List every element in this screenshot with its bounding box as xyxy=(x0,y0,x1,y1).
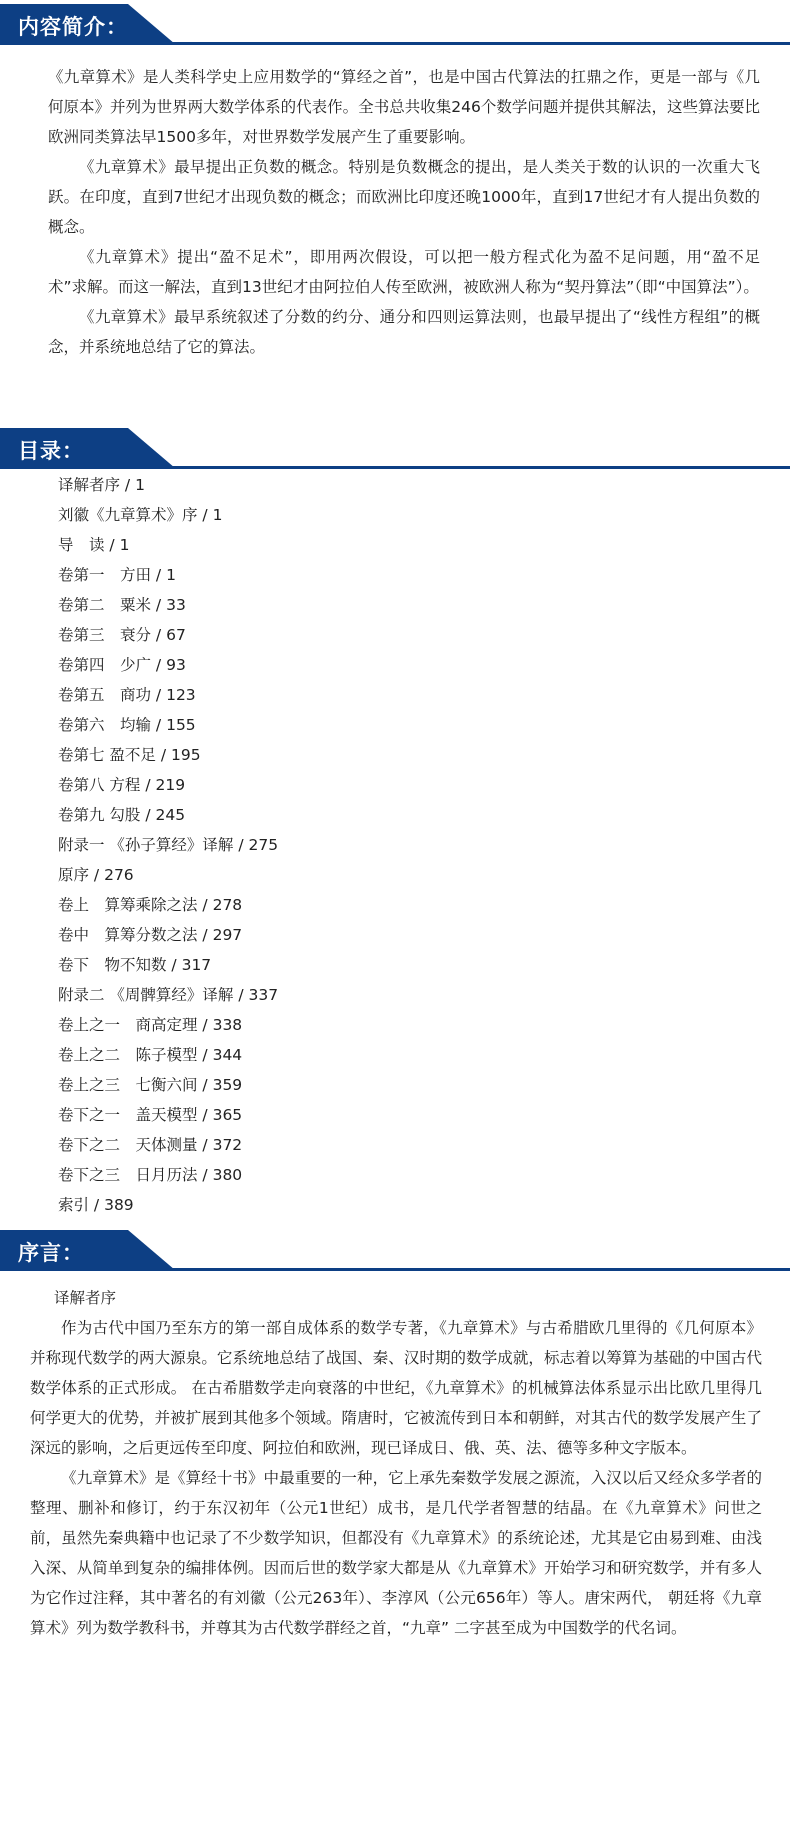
intro-header-rule xyxy=(0,42,790,45)
toc-item: 卷第六 均输 / 155 xyxy=(58,716,196,734)
toc-item: 卷下之一 盖天模型 / 365 xyxy=(58,1106,243,1124)
table-of-contents xyxy=(58,470,278,1220)
toc-item: 卷上 算筹乘除之法 / 278 xyxy=(58,896,243,914)
toc-item: 卷第九 勾股 / 245 xyxy=(58,806,186,824)
preface-heading: 序言： xyxy=(18,1241,84,1265)
toc-item: 卷下之三 日月历法 / 380 xyxy=(58,1166,243,1184)
toc-item: 导 读 / 1 xyxy=(58,536,130,554)
toc-item: 卷上之二 陈子模型 / 344 xyxy=(58,1046,243,1064)
intro-paragraph-4: 《九章算术》最早系统叙述了分数的约分、通分和四则运算法则，也最早提出了“线性方程组”的概念，并系统地总结了它的算法。 xyxy=(48,308,760,356)
toc-item: 卷第三 衰分 / 67 xyxy=(58,626,186,644)
toc-item: 索引 / 389 xyxy=(58,1196,134,1214)
toc-item: 卷下 物不知数 / 317 xyxy=(58,956,212,974)
toc-item: 卷第一 方田 / 1 xyxy=(58,566,176,584)
toc-item: 卷第四 少广 / 93 xyxy=(58,656,186,674)
toc-item: 卷第二 粟米 / 33 xyxy=(58,596,186,614)
toc-item: 卷第五 商功 / 123 xyxy=(58,686,196,704)
preface-section-header xyxy=(0,1230,790,1274)
preface-body xyxy=(30,1313,762,1643)
toc-item: 卷下之二 天体测量 / 372 xyxy=(58,1136,243,1154)
toc-item: 卷中 算筹分数之法 / 297 xyxy=(58,926,243,944)
toc-heading: 目录： xyxy=(18,439,84,463)
intro-body xyxy=(48,62,760,362)
preface-subtitle: 译解者序 xyxy=(54,1289,117,1307)
toc-item: 刘徽《九章算术》序 / 1 xyxy=(58,506,223,524)
intro-section-header xyxy=(0,4,790,48)
intro-paragraph-1: 《九章算术》是人类科学史上应用数学的“算经之首”，也是中国古代算法的扛鼎之作，更是一部与《几何原本》并列为世界两大数学体系的代表作。全书总共收集246个数学问题并提供其解法，这些算法要比欧洲同类算法早1500多年，对世界数学发展产生了重要影响。 xyxy=(48,68,760,146)
toc-item: 原序 / 276 xyxy=(58,866,134,884)
toc-section-header xyxy=(0,428,790,472)
preface-header-rule xyxy=(0,1268,790,1271)
intro-heading: 内容简介： xyxy=(18,15,128,39)
toc-item: 卷上之一 商高定理 / 338 xyxy=(58,1016,243,1034)
preface-paragraph-1: 作为古代中国乃至东方的第一部自成体系的数学专著，《九章算术》与古希腊欧几里得的《几何原本》并称现代数学的两大源泉。它系统地总结了战国、秦、汉时期的数学成就，标志着以筹算为基础的中国古代数学体系的正式形成。 在古希腊数学走向衰落的中世纪，《九章算术》的机械算法体系显示出比欧几里得几何学更大的优势，并被扩展到其他多个领域。隋唐时，它被流传到日本和朝鲜，对其古代的数学发展产生了深远的影响，之后更远传至印度、阿拉伯和欧洲，现已译成日、俄、英、法、德等多种文字版本。 xyxy=(30,1319,762,1457)
toc-item: 附录一 《孙子算经》译解 / 275 xyxy=(58,836,279,854)
toc-header-rule xyxy=(0,466,790,469)
intro-paragraph-2: 《九章算术》最早提出正负数的概念。特别是负数概念的提出，是人类关于数的认识的一次重大飞跃。在印度，直到7世纪才出现负数的概念；而欧洲比印度还晚1000年，直到17世纪才有人提出负数的概念。 xyxy=(48,158,760,236)
toc-item: 卷第八 方程 / 219 xyxy=(58,776,186,794)
toc-item: 附录二 《周髀算经》译解 / 337 xyxy=(58,986,279,1004)
toc-item: 卷上之三 七衡六间 / 359 xyxy=(58,1076,243,1094)
toc-item: 卷第七 盈不足 / 195 xyxy=(58,746,201,764)
intro-paragraph-3: 《九章算术》提出“盈不足术”，即用两次假设，可以把一般方程式化为盈不足问题，用“盈不足术”求解。而这一解法，直到13世纪才由阿拉伯人传至欧洲，被欧洲人称为“契丹算法”（即“中国算法”）。 xyxy=(48,248,760,296)
toc-item: 译解者序 / 1 xyxy=(58,476,145,494)
preface-paragraph-2: 《九章算术》是《算经十书》中最重要的一种，它上承先秦数学发展之源流，入汉以后又经众多学者的整理、删补和修订，约于东汉初年（公元1世纪）成书，是几代学者智慧的结晶。在《九章算术》问世之前，虽然先秦典籍中也记录了不少数学知识，但都没有《九章算术》的系统论述，尤其是它由易到难、由浅入深、从简单到复杂的编排体例。因而后世的数学家大都是从《九章算术》开始学习和研究数学，并有多人为它作过注释，其中著名的有刘徽（公元263年）、李淳风（公元656年）等人。唐宋两代， 朝廷将《九章算术》列为数学教科书，并尊其为古代数学群经之首，“九章” 二字甚至成为中国数学的代名词。 xyxy=(30,1469,762,1637)
